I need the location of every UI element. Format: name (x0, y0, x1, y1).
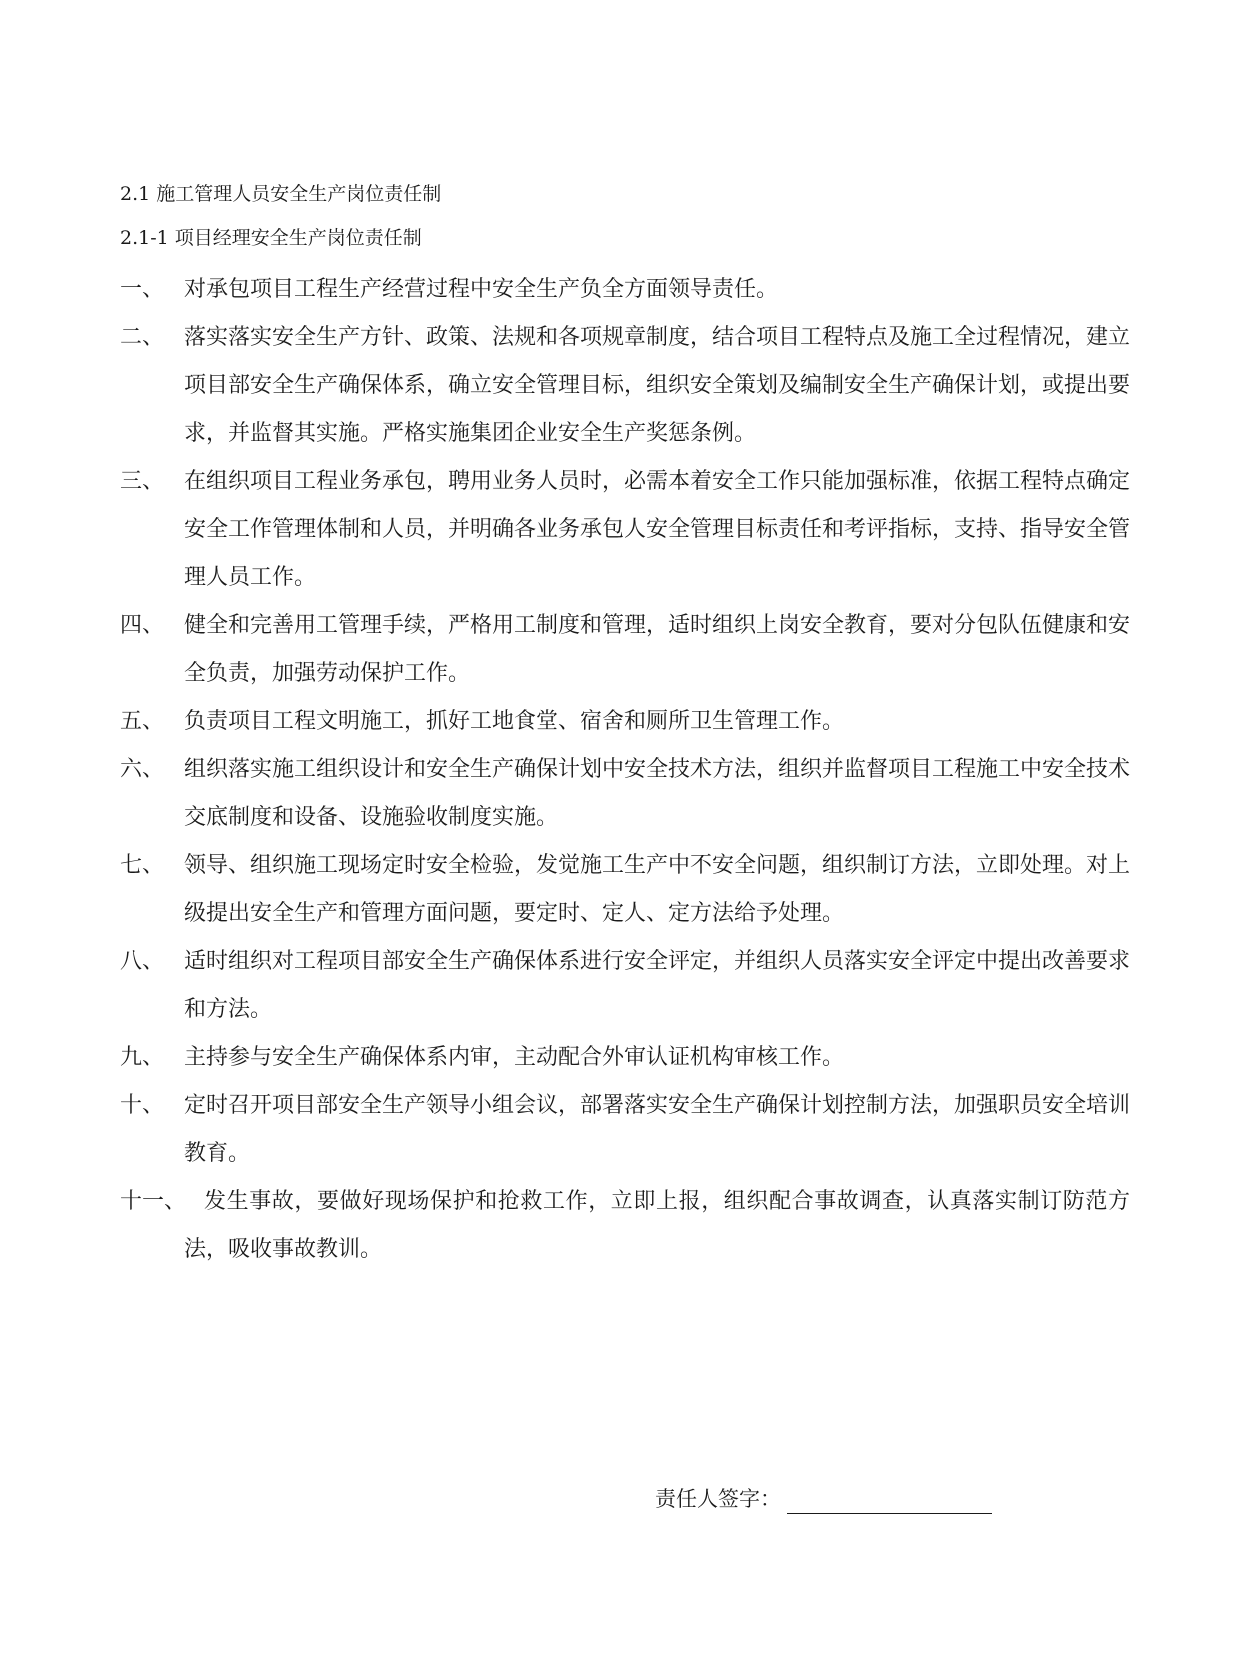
item-text: 负责项目工程文明施工，抓好工地食堂、宿舍和厕所卫生管理工作。 (184, 709, 845, 734)
item-text: 健全和完善用工管理手续，严格用工制度和管理，适时组织上岗安全教育，要对分包队伍健康和安全负责，加强劳动保护工作。 (184, 613, 1131, 686)
list-item (120, 938, 1130, 1034)
responsibility-list (120, 266, 1130, 1274)
item-text: 领导、组织施工现场定时安全检验，发觉施工生产中不安全问题，组织制订方法，立即处理。对上级提出安全生产和管理方面问题，要定时、定人、定方法给予处理。 (184, 853, 1131, 926)
item-marker: 二、 (120, 325, 165, 350)
item-marker: 一、 (120, 277, 165, 302)
subsection-title: 2.1-1 项目经理安全生产岗位责任制 (120, 227, 422, 249)
item-marker: 十、 (120, 1093, 165, 1118)
item-text: 落实落实安全生产方针、政策、法规和各项规章制度，结合项目工程特点及施工全过程情况，建立项目部安全生产确保体系，确立安全管理目标，组织安全策划及编制安全生产确保计划，或提出要求，并监督其实施。严格实施集团企业安全生产奖惩条例。 (184, 325, 1131, 446)
list-item (120, 1178, 1130, 1274)
list-item (120, 842, 1130, 938)
item-text: 定时召开项目部安全生产领导小组会议，部署落实安全生产确保计划控制方法，加强职员安全培训教育。 (184, 1093, 1131, 1166)
item-marker: 三、 (120, 469, 165, 494)
list-item (120, 746, 1130, 842)
item-marker: 六、 (120, 757, 165, 782)
list-item (120, 266, 1130, 314)
item-text: 对承包项目工程生产经营过程中安全生产负全方面领导责任。 (184, 277, 779, 302)
list-item (120, 314, 1130, 458)
item-marker: 八、 (120, 949, 165, 974)
item-text: 组织落实施工组织设计和安全生产确保计划中安全技术方法，组织并监督项目工程施工中安全技术交底制度和设备、设施验收制度实施。 (184, 757, 1131, 830)
item-marker: 七、 (120, 853, 165, 878)
list-item (120, 1034, 1130, 1082)
item-marker: 十一、 (120, 1189, 187, 1214)
list-item (120, 458, 1130, 602)
list-item (120, 698, 1130, 746)
item-text: 主持参与安全生产确保体系内审，主动配合外审认证机构审核工作。 (184, 1045, 845, 1070)
list-item (120, 1082, 1130, 1178)
list-item (120, 602, 1130, 698)
item-marker: 五、 (120, 709, 165, 734)
item-text: 发生事故，要做好现场保护和抢救工作，立即上报，组织配合事故调查，认真落实制订防范方法，吸收事故教训。 (184, 1189, 1130, 1262)
signature-block (655, 1484, 992, 1514)
signature-line[interactable] (787, 1489, 992, 1514)
signature-label: 责任人签字： (655, 1487, 781, 1511)
item-text: 在组织项目工程业务承包，聘用业务人员时，必需本着安全工作只能加强标准，依据工程特点确定安全工作管理体制和人员，并明确各业务承包人安全管理目标责任和考评指标，支持、指导安全管理人员工作。 (184, 469, 1131, 590)
item-marker: 四、 (120, 613, 165, 638)
section-title: 2.1 施工管理人员安全生产岗位责任制 (120, 183, 442, 205)
item-marker: 九、 (120, 1045, 165, 1070)
item-text: 适时组织对工程项目部安全生产确保体系进行安全评定，并组织人员落实安全评定中提出改善要求和方法。 (184, 949, 1131, 1022)
